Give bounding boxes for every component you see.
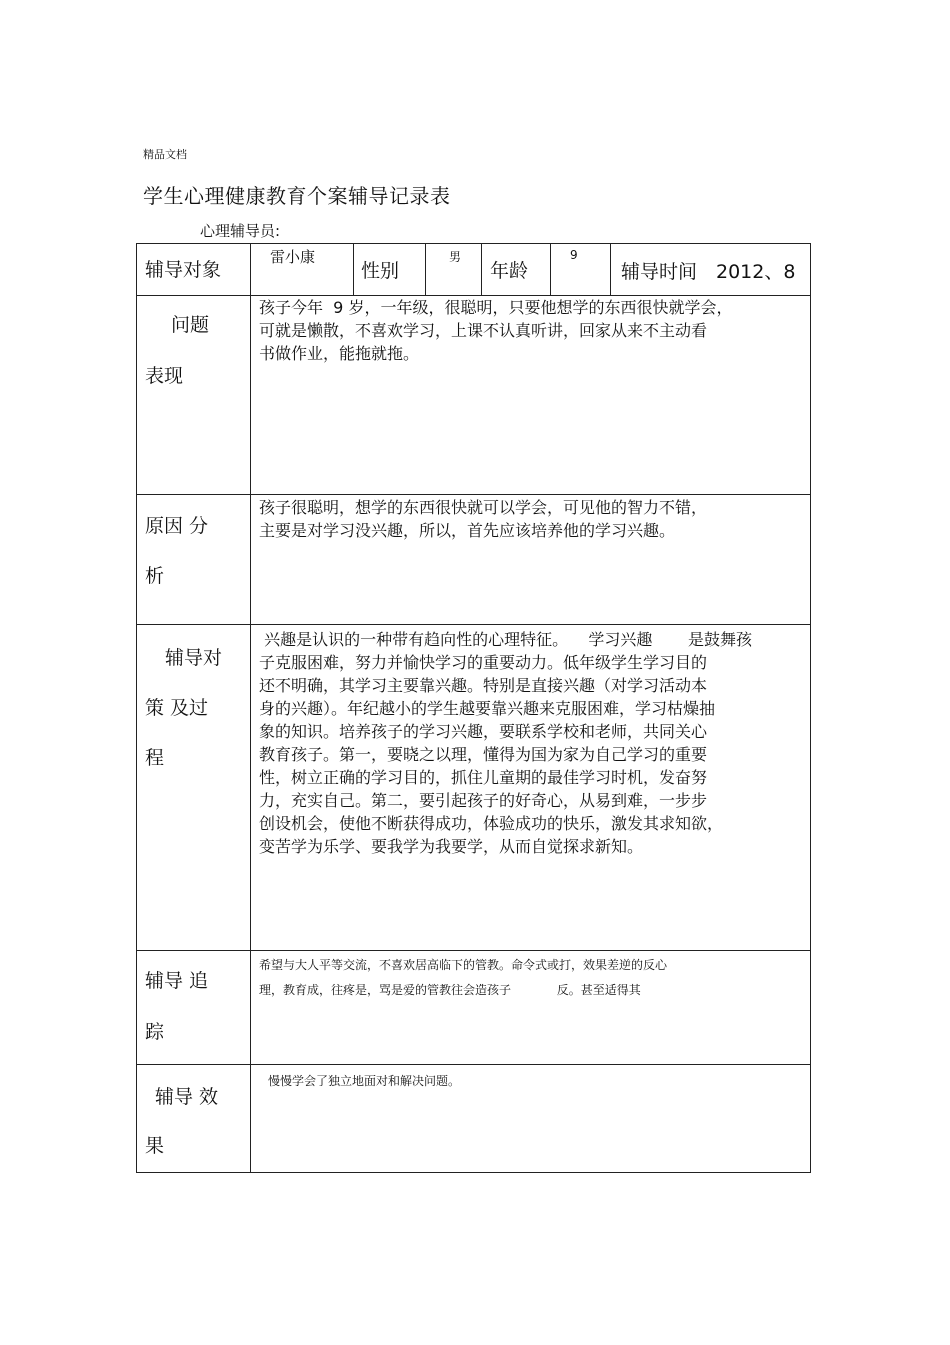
column-divider	[610, 243, 611, 295]
column-divider	[550, 243, 551, 295]
problem-label-line1: 问题	[171, 314, 210, 336]
header-watermark: 精品文档	[143, 148, 187, 161]
cause-label-line2: 析	[145, 565, 165, 587]
counselor-label: 心理辅导员:	[200, 222, 281, 240]
effect-content: 慢慢学会了独立地面对和解决问题。	[268, 1074, 461, 1088]
row-divider	[136, 950, 811, 951]
subject-label: 辅导对象	[145, 259, 222, 281]
problem-label-line2: 表现	[145, 365, 184, 387]
age-label: 年龄	[490, 260, 529, 282]
column-divider	[353, 243, 354, 295]
strategy-label-line2: 策 及过	[145, 697, 209, 719]
gender-label: 性别	[361, 260, 400, 282]
strategy-label-line1: 辅导对	[165, 647, 223, 669]
row-divider	[136, 494, 811, 495]
followup-label-line1: 辅导 追	[145, 970, 209, 992]
column-divider	[250, 243, 251, 1173]
cause-content: 孩子很聪明，想学的东西很快就可以学会，可见他的智力不错， 主要是对学习没兴趣，所以，首先应该培养他的学习兴趣。	[259, 498, 708, 540]
column-divider	[425, 243, 426, 295]
strategy-content: 兴趣是认识的一种带有趋向性的心理特征。 学习兴趣 是鼓舞孩 子克服困难，努力并愉快学习的重要动力。低年级学生学习目的 还不明确，其学习主要靠兴趣。特别是直接兴趣（对学习活动本 身的兴趣）。年纪越小的学生越要靠兴趣来克服困难，学习枯燥抽 象的知识。培养孩子的学习兴趣，要联系学校和老师，共同关心 教育孩子。第一，要晓之以理，懂得为国为家为自己学习的重要 性，树立正确的学习目的，抓住儿童期的最佳学习时机，发奋努 力，充实自己。第二，要引起孩子的好奇心，从易到难，一步步 创设机会，使他不断获得成功，体验成功的快乐，激发其求知欲， 变苦学为乐学、要我学为我要学，从而自觉探求新知。	[259, 630, 753, 856]
column-divider	[481, 243, 482, 295]
effect-label-line2: 果	[145, 1135, 165, 1157]
age-value: 9	[570, 248, 578, 262]
followup-content: 希望与大人平等交流，不喜欢居高临下的管教。命令式或打，效果差逆的反心 理，教育成，往疼是，骂是爱的管教往会造孩子 反。甚至适得其	[259, 958, 668, 997]
strategy-label-line3: 程	[145, 747, 165, 769]
problem-content: 孩子今年 9 岁，一年级，很聪明，只要他想学的东西很快就学会， 可就是懒散，不喜欢学习，上课不认真听讲，回家从来不主动看 书做作业，能拖就拖。	[259, 298, 733, 363]
page-title: 学生心理健康教育个案辅导记录表	[143, 184, 451, 208]
gender-value: 男	[449, 250, 462, 264]
cause-label-line1: 原因 分	[145, 515, 209, 537]
row-divider	[136, 1064, 811, 1065]
effect-label-line1: 辅导 效	[155, 1086, 219, 1108]
time-label: 辅导时间	[621, 261, 698, 283]
row-divider	[136, 624, 811, 625]
time-value: 2012、8	[716, 261, 796, 283]
followup-label-line2: 踪	[145, 1021, 165, 1043]
subject-value: 雷小康	[270, 248, 316, 266]
